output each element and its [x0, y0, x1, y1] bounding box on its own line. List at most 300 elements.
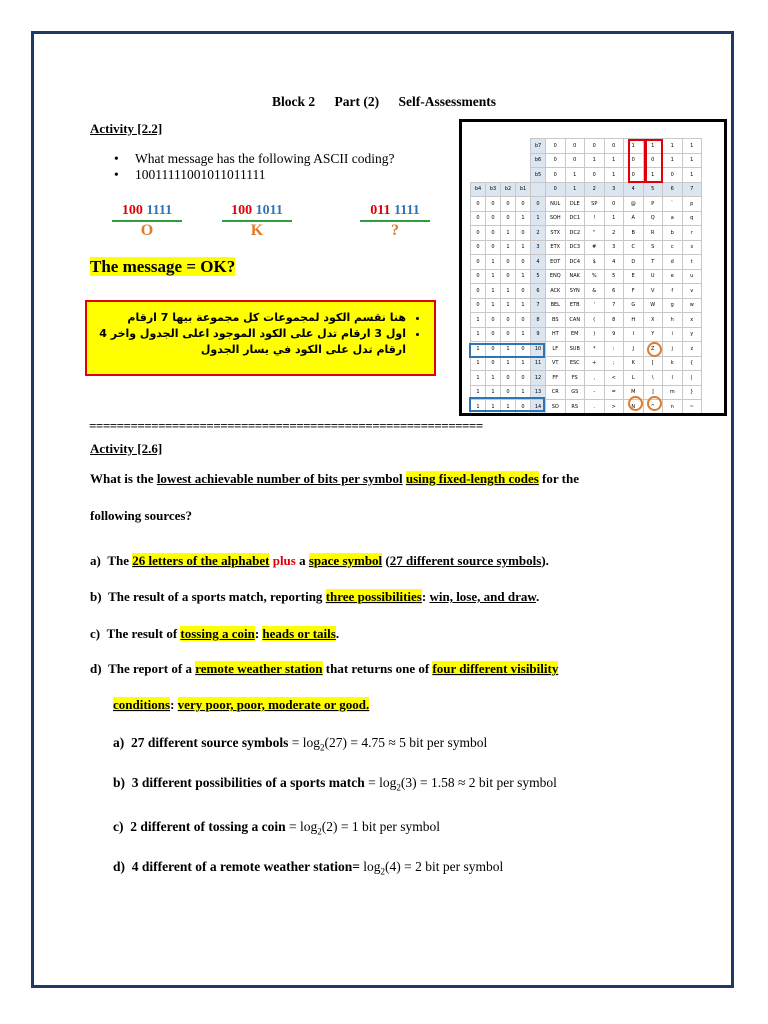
ascii-bit-cell [516, 414, 531, 416]
ascii-char-cell [565, 414, 585, 416]
ascii-char-cell: Q [643, 211, 663, 226]
ascii-char-cell: HT [546, 327, 566, 342]
ascii-bit-cell: 0 [501, 385, 516, 400]
ascii-bit-cell: 0 [516, 197, 531, 212]
ascii-char-cell: B [624, 226, 644, 241]
ascii-char-cell: c [663, 240, 683, 255]
ascii-col-header: b4 [471, 182, 486, 197]
group-1-red: 100 [121, 203, 143, 218]
ascii-bit-cell: 0 [471, 226, 486, 241]
ascii-bit-cell: 0 [471, 269, 486, 284]
arabic-note-1: • هنا نقسم الكود لمجموعات كل مجموعة بيها 7 ارقام [99, 310, 406, 326]
ascii-char-cell: * [585, 342, 605, 357]
ascii-table-figure [459, 119, 727, 416]
ascii-row [471, 240, 702, 255]
ascii-char-cell: r [682, 226, 702, 241]
circle-question-mark [628, 396, 643, 411]
ascii-bit-cell: 0 [516, 342, 531, 357]
item-d-line-2 [113, 697, 369, 713]
item-d-h1: remote weather station [195, 661, 323, 676]
item-a-u1: 27 different source symbols [389, 553, 542, 568]
ascii-char-cell: [ [643, 356, 663, 371]
ascii-row-index: 7 [531, 298, 546, 313]
ascii-top-bit: 1 [604, 153, 624, 168]
item-c-label: c) [90, 626, 101, 641]
ascii-blank-cell [486, 153, 501, 168]
ascii-col-header: 0 [546, 182, 566, 197]
ascii-char-cell: j [663, 342, 683, 357]
item-b [90, 589, 539, 605]
ascii-char-cell: L [624, 371, 644, 386]
ascii-char-cell: $ [585, 255, 605, 270]
ascii-blank-cell [516, 168, 531, 183]
ascii-char-cell: z [682, 342, 702, 357]
answer-a-label: a) [113, 735, 125, 750]
ascii-char-cell: LF [546, 342, 566, 357]
ascii-bit-cell: 0 [486, 342, 501, 357]
item-b-u1: win, lose, and draw [429, 589, 537, 604]
ascii-bit-cell: 0 [501, 371, 516, 386]
ascii-bit-cell: 0 [501, 255, 516, 270]
ascii-row-index: 6 [531, 284, 546, 299]
ascii-char-cell [546, 414, 566, 416]
ascii-bit-cell: 0 [471, 240, 486, 255]
item-b-label: b) [90, 589, 102, 604]
ascii-bit-cell [471, 414, 486, 416]
ascii-char-cell: 0 [604, 197, 624, 212]
answer-b-log: = log [364, 775, 397, 790]
ascii-row [471, 269, 702, 284]
ascii-top-label: b6 [531, 153, 546, 168]
ascii-bit-cell: 1 [471, 400, 486, 415]
ascii-bit-cell: 0 [501, 197, 516, 212]
ascii-bit-cell: 1 [471, 313, 486, 328]
ascii-blank-cell [501, 139, 516, 154]
ascii-row-index: 1 [531, 211, 546, 226]
ascii-char-cell: ETB [565, 298, 585, 313]
answer-c-base: 2 [317, 826, 322, 837]
separator-line: ========================================================= [89, 418, 483, 433]
ascii-col-header: 5 [643, 182, 663, 197]
ascii-char-cell: SO [546, 400, 566, 415]
item-b-t1: The result of a sports match, reporting [108, 589, 326, 604]
ascii-char-cell: EM [565, 327, 585, 342]
ascii-top-bit: 1 [643, 168, 663, 183]
ascii-row-index: 13 [531, 385, 546, 400]
ascii-char-cell: ACK [546, 284, 566, 299]
ascii-col-header [531, 182, 546, 197]
ascii-char-cell: x [682, 313, 702, 328]
item-c-h2: heads or tails [262, 626, 336, 641]
ascii-char-cell: { [682, 356, 702, 371]
ascii-char-cell [663, 414, 683, 416]
ascii-char-cell: I [624, 327, 644, 342]
ascii-char-cell: g [663, 298, 683, 313]
ascii-col-header: 2 [585, 182, 605, 197]
ascii-char-cell: STX [546, 226, 566, 241]
ascii-char-cell: Z [643, 342, 663, 357]
ascii-blank-cell [501, 168, 516, 183]
ascii-bit-cell: 0 [471, 211, 486, 226]
item-d [90, 661, 558, 677]
ascii-char-cell: BS [546, 313, 566, 328]
ascii-row-index: 3 [531, 240, 546, 255]
ascii-top-bit: 1 [663, 139, 683, 154]
ascii-bit-cell: 0 [471, 255, 486, 270]
ascii-char-cell: < [604, 371, 624, 386]
ascii-bit-cell: 1 [516, 385, 531, 400]
item-b-t3: . [536, 589, 540, 604]
ascii-char-cell: \ [643, 371, 663, 386]
group-3-blue: 1111 [394, 203, 420, 218]
ascii-col-header: 4 [624, 182, 644, 197]
answer-b-base: 2 [396, 782, 401, 793]
ascii-top-bit: 1 [565, 168, 585, 183]
ascii-bit-cell: 1 [471, 342, 486, 357]
ascii-char-cell: a [663, 211, 683, 226]
ascii-blank-cell [486, 139, 501, 154]
activity-2-6-heading: Activity [2.6] [90, 441, 163, 456]
answer-d-base: 2 [380, 866, 386, 877]
item-d-t3: : [170, 697, 178, 712]
answer-b-arg: (3) = 1.58 ≈ 2 bit per symbol [400, 775, 557, 790]
q-text-pre: What is the [90, 471, 157, 486]
ascii-char-cell: ENQ [546, 269, 566, 284]
ascii-row-index: 4 [531, 255, 546, 270]
ascii-bit-cell: 0 [471, 298, 486, 313]
ascii-char-cell: EOT [546, 255, 566, 270]
ascii-bit-cell: 0 [486, 356, 501, 371]
ascii-row-index: 2 [531, 226, 546, 241]
ascii-char-cell: SP [585, 197, 605, 212]
ascii-blank-cell [471, 168, 486, 183]
answer-b [113, 775, 557, 793]
ascii-char-cell: > [604, 400, 624, 415]
ascii-row [471, 313, 702, 328]
bullet-question: • What message has the following ASCII coding? [109, 151, 394, 167]
ascii-col-header: b1 [516, 182, 531, 197]
item-a [90, 553, 549, 569]
ascii-char-cell: 6 [604, 284, 624, 299]
ascii-char-cell: SYN [565, 284, 585, 299]
question-line-1 [90, 471, 579, 487]
ascii-bit-cell: 1 [516, 240, 531, 255]
ascii-top-bit: 0 [663, 168, 683, 183]
ascii-char-cell: ; [604, 356, 624, 371]
arabic-notes-box [85, 300, 436, 376]
bullet-binary-code: • 10011111001011011111 [109, 167, 394, 183]
ascii-char-cell: q [682, 211, 702, 226]
ascii-char-cell: M [624, 385, 644, 400]
page-title [0, 94, 768, 110]
item-c-t2: : [254, 626, 263, 641]
ascii-bit-cell: 1 [501, 298, 516, 313]
ascii-top-bit: 1 [585, 153, 605, 168]
item-c-t1: The result of [106, 626, 181, 641]
ascii-char-cell: s [682, 240, 702, 255]
ascii-char-cell [604, 414, 624, 416]
item-d-h3: conditions [113, 697, 171, 712]
ascii-char-cell: v [682, 284, 702, 299]
ascii-col-header: 3 [604, 182, 624, 197]
ascii-bit-cell: 0 [486, 211, 501, 226]
ascii-row-index [531, 414, 546, 416]
ascii-char-cell: N [624, 400, 644, 415]
ascii-top-bit: 0 [643, 153, 663, 168]
ascii-col-header: b2 [501, 182, 516, 197]
ascii-char-cell: % [585, 269, 605, 284]
ascii-row-index: 11 [531, 356, 546, 371]
ascii-char-cell: ] [643, 385, 663, 400]
answer-a-base: 2 [320, 742, 325, 753]
group-2-blue: 1011 [255, 203, 283, 218]
ascii-row-index: 12 [531, 371, 546, 386]
answer-c-label: c) [113, 819, 124, 834]
ascii-char-cell: + [585, 356, 605, 371]
ascii-char-cell: DLE [565, 197, 585, 212]
ascii-char-cell: 4 [604, 255, 624, 270]
ascii-char-cell: ! [585, 211, 605, 226]
ascii-char-cell: R [643, 226, 663, 241]
ascii-top-bits-row [471, 153, 702, 168]
ascii-top-bit: 1 [643, 139, 663, 154]
ascii-char-cell: SOH [546, 211, 566, 226]
ascii-top-bit: 0 [546, 168, 566, 183]
ascii-row [471, 255, 702, 270]
ascii-char-cell: W [643, 298, 663, 313]
ascii-row [471, 211, 702, 226]
ascii-char-cell: e [663, 269, 683, 284]
ascii-row-index: 10 [531, 342, 546, 357]
ascii-bit-cell: 1 [516, 298, 531, 313]
ascii-blank-cell [501, 153, 516, 168]
ascii-top-label: b7 [531, 139, 546, 154]
ascii-row-index: 14 [531, 400, 546, 415]
ascii-char-cell: SUB [565, 342, 585, 357]
message-text: The message = OK? [90, 257, 236, 276]
answer-c-arg: (2) = 1 bit per symbol [321, 819, 440, 834]
ascii-bit-cell: 1 [471, 356, 486, 371]
ascii-bit-cell: 0 [516, 284, 531, 299]
ascii-top-bit: 0 [585, 139, 605, 154]
ascii-char-cell: ( [585, 313, 605, 328]
ascii-char-cell: ) [585, 327, 605, 342]
answer-c-log: = log [285, 819, 318, 834]
ascii-char-cell: ETX [546, 240, 566, 255]
ascii-char-cell: p [682, 197, 702, 212]
ascii-bit-cell: 1 [486, 298, 501, 313]
ascii-bit-cell: 1 [501, 356, 516, 371]
ascii-char-cell: A [624, 211, 644, 226]
title-section: Self-Assessments [398, 94, 496, 109]
ascii-row [471, 284, 702, 299]
answer-a-bold: 27 different source symbols [131, 735, 289, 750]
item-a-t3: ( [382, 553, 390, 568]
ascii-char-cell: ` [663, 197, 683, 212]
ascii-bit-cell: 0 [516, 371, 531, 386]
ascii-char-cell: u [682, 269, 702, 284]
ascii-blank-cell [516, 153, 531, 168]
ascii-char-cell: | [682, 371, 702, 386]
ascii-char-cell: RS [565, 400, 585, 415]
highlight-row-11 [469, 343, 545, 358]
ascii-char-cell: H [624, 313, 644, 328]
ascii-char-cell: V [643, 284, 663, 299]
ascii-char-cell: ^ [643, 400, 663, 415]
ascii-bit-cell: 0 [471, 284, 486, 299]
ascii-blank-cell [516, 139, 531, 154]
ascii-bit-cell: 0 [516, 313, 531, 328]
ascii-char-cell: . [585, 400, 605, 415]
ascii-char-cell: m [663, 385, 683, 400]
ascii-bit-cell: 1 [516, 211, 531, 226]
ascii-top-bit: 1 [624, 139, 644, 154]
group-3-red: 011 [370, 203, 391, 218]
ascii-char-cell: " [585, 226, 605, 241]
answer-b-label: b) [113, 775, 126, 790]
group-2-letter: K [250, 221, 264, 239]
ascii-top-bit: 0 [546, 139, 566, 154]
ascii-header-row [471, 182, 702, 197]
arabic-note-2: • اول 3 ارقام تدل على الكود الموجود اعلى الجدول واخر 4 ارقام تدل على الكود في يسار الجدول [99, 326, 406, 358]
ascii-char-cell: 7 [604, 298, 624, 313]
ascii-char-cell: t [682, 255, 702, 270]
ascii-top-bit: 0 [565, 139, 585, 154]
ascii-bit-cell: 0 [486, 197, 501, 212]
ascii-bit-cell: 0 [486, 313, 501, 328]
message-result [90, 257, 235, 277]
ascii-char-cell: NAK [565, 269, 585, 284]
ascii-char-cell: } [682, 385, 702, 400]
item-a-plus: plus [269, 553, 300, 568]
title-block: Block 2 [272, 94, 316, 109]
item-a-t4: ). [541, 553, 549, 568]
ascii-row-index: 8 [531, 313, 546, 328]
ascii-top-label: b5 [531, 168, 546, 183]
circle-K [647, 342, 662, 357]
answer-d-log: log [359, 859, 381, 874]
ascii-char-cell: = [604, 385, 624, 400]
ascii-char-cell: 2 [604, 226, 624, 241]
ascii-char-cell: & [585, 284, 605, 299]
ascii-char-cell: S [643, 240, 663, 255]
ascii-top-bit: 0 [604, 139, 624, 154]
group-2-red: 100 [231, 203, 253, 218]
ascii-char-cell [585, 414, 605, 416]
ascii-row-index: 0 [531, 197, 546, 212]
ascii-blank-cell [471, 153, 486, 168]
ascii-char-cell: 3 [604, 240, 624, 255]
ascii-char-cell: U [643, 269, 663, 284]
ascii-char-cell: 8 [604, 313, 624, 328]
ascii-char-cell: VT [546, 356, 566, 371]
ascii-char-cell: i [663, 327, 683, 342]
ascii-char-cell: k [663, 356, 683, 371]
ascii-top-bit: 0 [546, 153, 566, 168]
ascii-char-cell: P [643, 197, 663, 212]
ascii-bit-cell [501, 414, 516, 416]
ascii-bit-cell: 1 [501, 240, 516, 255]
ascii-char-cell: FS [565, 371, 585, 386]
ascii-char-cell: G [624, 298, 644, 313]
ascii-bit-cell: 1 [486, 371, 501, 386]
ascii-row [471, 327, 702, 342]
ascii-bit-cell: 1 [501, 284, 516, 299]
activity-2-2-bullets [109, 151, 394, 183]
ascii-col-header: 6 [663, 182, 683, 197]
ascii-bit-cell: 1 [486, 255, 501, 270]
ascii-char-cell [624, 414, 644, 416]
ascii-bit-cell: 0 [501, 211, 516, 226]
ascii-bit-cell: 0 [486, 240, 501, 255]
item-c-h1: tossing a coin [180, 626, 255, 641]
ascii-top-bit: 0 [565, 153, 585, 168]
ascii-bit-cell: 0 [516, 255, 531, 270]
answer-b-bold: 3 different possibilities of a sports match [131, 775, 365, 790]
ascii-char-cell: DC3 [565, 240, 585, 255]
ascii-col-header: b3 [486, 182, 501, 197]
ascii-row-index: 5 [531, 269, 546, 284]
item-b-h1: three possibilities [325, 589, 422, 604]
ascii-bit-cell: 0 [486, 226, 501, 241]
ascii-blank-cell [486, 168, 501, 183]
ascii-char-cell: 9 [604, 327, 624, 342]
item-d-label: d) [90, 661, 102, 676]
ascii-char-cell: FF [546, 371, 566, 386]
ascii-char-cell: , [585, 371, 605, 386]
item-b-t2: : [421, 589, 430, 604]
answer-c-bold: 2 different of tossing a coin [130, 819, 286, 834]
answer-c [113, 819, 440, 837]
answer-a-arg: (27) = 4.75 ≈ 5 bit per symbol [324, 735, 488, 750]
ascii-bit-cell: 1 [501, 342, 516, 357]
answer-d-arg: (4) = 2 bit per symbol [385, 859, 504, 874]
ascii-bit-cell: 1 [486, 284, 501, 299]
ascii-top-bit: 1 [604, 168, 624, 183]
ascii-table [470, 138, 702, 416]
ascii-char-cell: : [604, 342, 624, 357]
highlight-row-15 [469, 397, 545, 412]
highlight-col-3 [628, 139, 646, 183]
ascii-col-header: 7 [682, 182, 702, 197]
ascii-bit-cell: 1 [516, 327, 531, 342]
code-group-3 [360, 203, 430, 240]
ascii-char-cell: CR [546, 385, 566, 400]
ascii-bit-cell: 1 [486, 269, 501, 284]
ascii-char-cell: Y [643, 327, 663, 342]
group-3-letter: ? [391, 221, 399, 239]
group-1-letter: O [140, 221, 154, 239]
ascii-char-cell: X [643, 313, 663, 328]
item-a-label: a) [90, 553, 101, 568]
ascii-char-cell: ESC [565, 356, 585, 371]
ascii-char-cell: GS [565, 385, 585, 400]
ascii-bit-cell: 0 [486, 327, 501, 342]
item-a-t2: a [299, 553, 309, 568]
ascii-row [471, 414, 702, 416]
ascii-char-cell: d [663, 255, 683, 270]
ascii-top-bit: 1 [682, 139, 702, 154]
activity-2-2-heading: Activity [2.2] [90, 121, 163, 136]
ascii-char-cell: T [643, 255, 663, 270]
ascii-bit-cell: 0 [516, 226, 531, 241]
ascii-char-cell: n [663, 400, 683, 415]
ascii-top-bit: 1 [682, 168, 702, 183]
ascii-char-cell: DC1 [565, 211, 585, 226]
ascii-char-cell: y [682, 327, 702, 342]
ascii-bit-cell: 0 [516, 400, 531, 415]
item-d-h4: very poor, poor, moderate or good. [177, 697, 370, 712]
